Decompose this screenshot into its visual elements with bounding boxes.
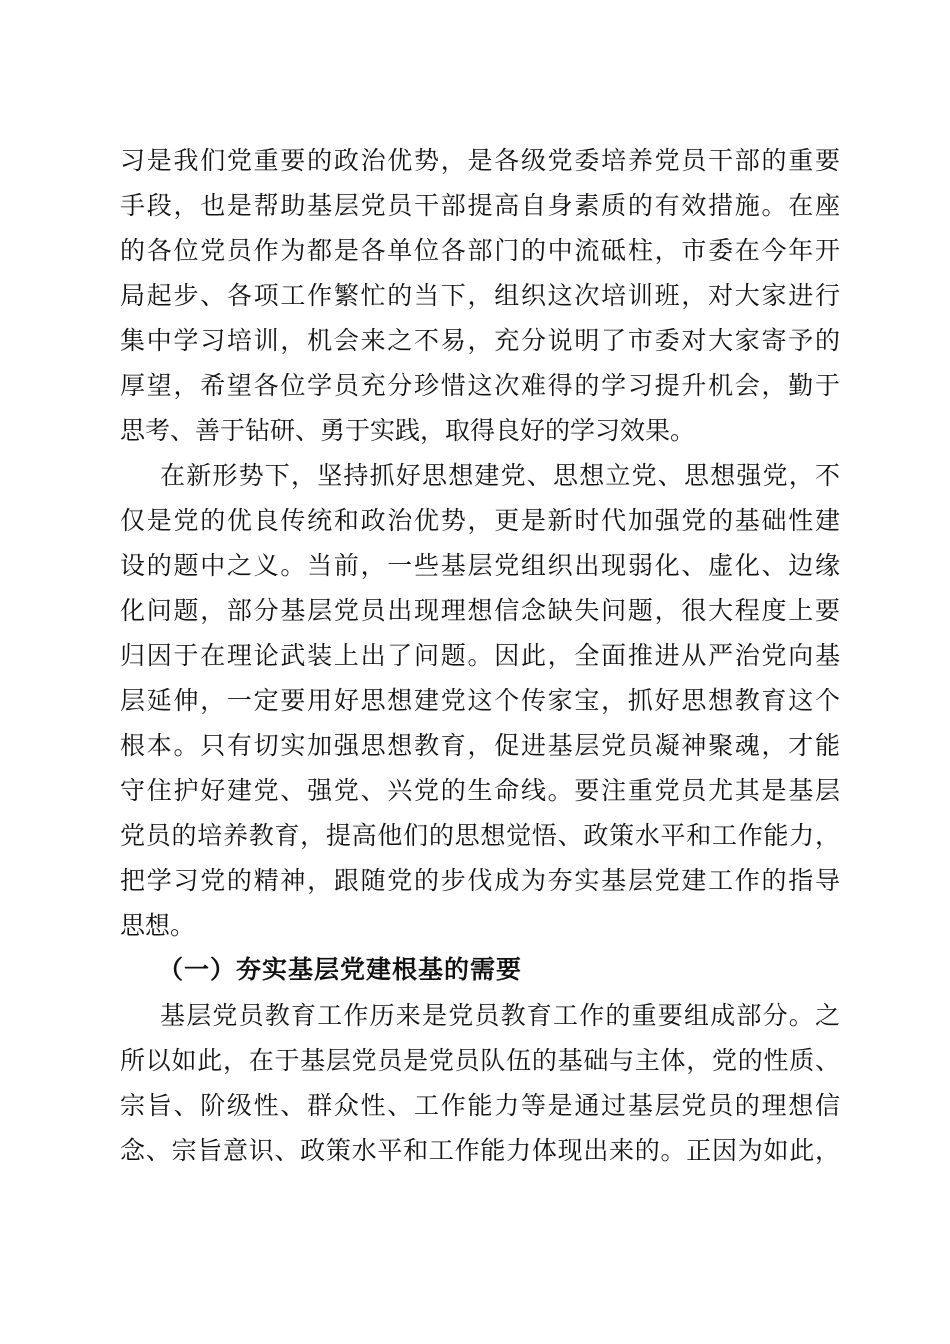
text-line: 手段，也是帮助基层党员干部提高自身素质的有效措施。在座 — [120, 191, 840, 220]
text-line: 厚望，希望各位学员充分珍惜这次难得的学习提升机会，勤于 — [120, 371, 840, 400]
text-line: 设的题中之义。当前，一些基层党组织出现弱化、虚化、边缘 — [120, 551, 840, 580]
text-line: 把学习党的精神，跟随党的步伐成为夯实基层党建工作的指导 — [120, 866, 840, 895]
text-line: 基层党员教育工作历来是党员教育工作的重要组成部分。之 — [160, 1001, 840, 1030]
text-line: 归因于在理论武装上出了问题。因此，全面推进从严治党向基 — [120, 641, 840, 670]
text-line: 守住护好建党、强党、兴党的生命线。要注重党员尤其是基层 — [120, 776, 840, 805]
section-heading: （一）夯实基层党建根基的需要 — [158, 955, 523, 984]
text-line: 党员的培养教育，提高他们的思想觉悟、政策水平和工作能力， — [120, 821, 840, 850]
text-line: 的各位党员作为都是各单位各部门的中流砥柱，市委在今年开 — [120, 236, 840, 265]
text-line: 思考、善于钻研、勇于实践，取得良好的学习效果。 — [120, 416, 696, 445]
text-line: 念、宗旨意识、政策水平和工作能力体现出来的。正因为如此， — [120, 1136, 840, 1165]
text-line: 在新形势下，坚持抓好思想建党、思想立党、思想强党，不 — [160, 461, 840, 490]
text-line: 层延伸，一定要用好思想建党这个传家宝，抓好思想教育这个 — [120, 686, 840, 715]
text-line: 局起步、各项工作繁忙的当下，组织这次培训班，对大家进行 — [120, 281, 840, 310]
text-line: 化问题，部分基层党员出现理想信念缺失问题，很大程度上要 — [120, 596, 840, 625]
text-line: 习是我们党重要的政治优势，是各级党委培养党员干部的重要 — [120, 146, 840, 175]
text-line: 仅是党的优良传统和政治优势，更是新时代加强党的基础性建 — [120, 506, 840, 535]
text-line: 集中学习培训，机会来之不易，充分说明了市委对大家寄予的 — [120, 326, 840, 355]
text-line: 根本。只有切实加强思想教育，促进基层党员凝神聚魂，才能 — [120, 731, 840, 760]
text-line: 所以如此，在于基层党员是党员队伍的基础与主体，党的性质、 — [120, 1046, 840, 1075]
text-line: 思想。 — [120, 911, 196, 940]
text-line: 宗旨、阶级性、群众性、工作能力等是通过基层党员的理想信 — [120, 1091, 840, 1120]
